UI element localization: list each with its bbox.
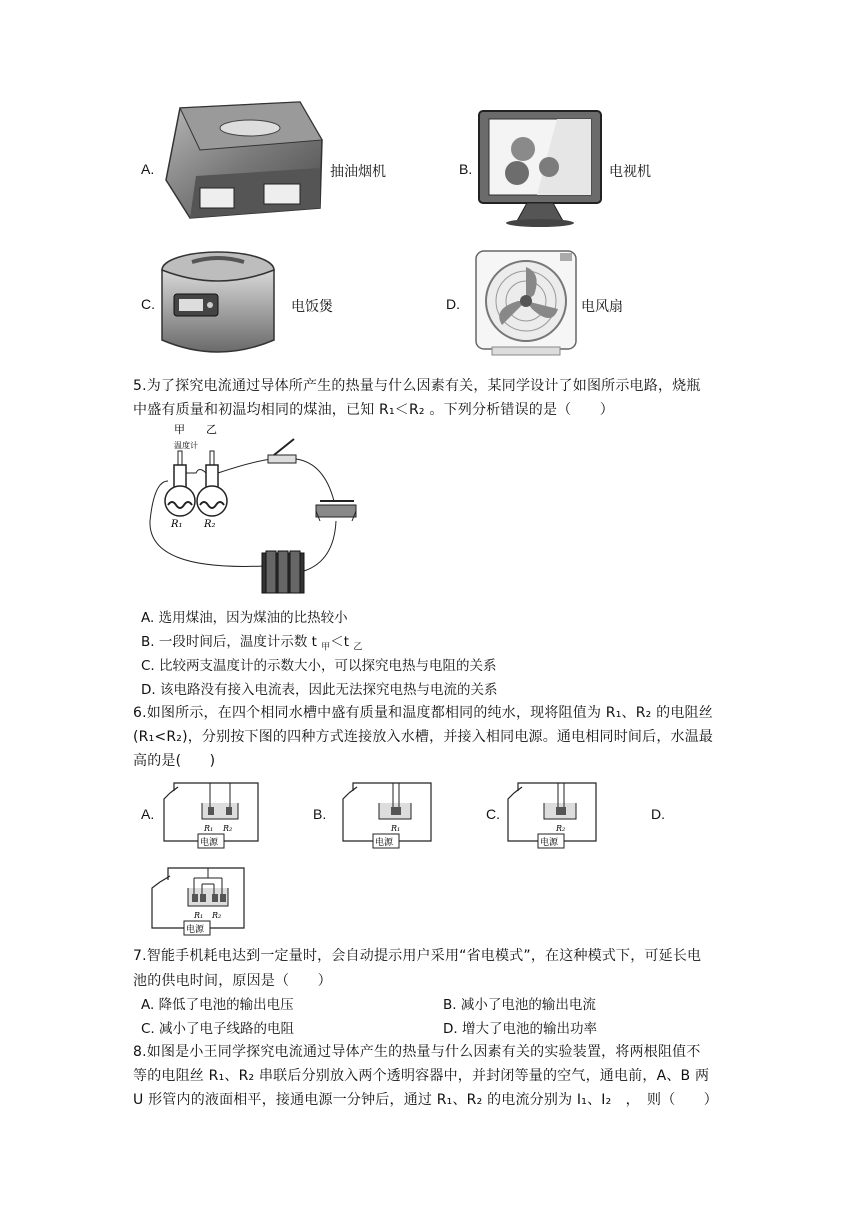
- question-8-text-line1: 8.如图是小王同学探究电流通过导体产生的热量与什么因素有关的实验装置，将两根阻值不: [133, 1044, 701, 1060]
- q6-option-letter-b[interactable]: B.: [313, 806, 327, 822]
- r2-label-a: R₂: [223, 824, 233, 833]
- appliance-name-c: 电饭煲: [291, 299, 333, 315]
- power-label-b: 电源: [375, 838, 394, 848]
- television-icon: [477, 109, 605, 229]
- option-letter-c: C.: [141, 296, 155, 312]
- question-6-text-line3: 高的是( ): [133, 753, 216, 769]
- question-8-text-line2: 等的电阻丝 R₁、R₂ 串联后分别放入两个透明容器中，并封闭等量的空气，通电前，A、B 两: [133, 1068, 710, 1084]
- question-7-option-a[interactable]: A. 降低了电池的输出电压: [141, 997, 294, 1013]
- q6-circuit-d: [148, 864, 252, 940]
- q6-option-letter-c[interactable]: C.: [486, 806, 500, 822]
- question-5-option-c[interactable]: C. 比较两支温度计的示数大小，可以探究电热与电阻的关系: [141, 658, 497, 674]
- range-hood-icon: [160, 100, 325, 220]
- electric-fan-icon: [472, 243, 582, 359]
- appliance-name-b: 电视机: [609, 164, 651, 180]
- appliance-name-a: 抽油烟机: [330, 164, 386, 180]
- r1-label-b: R₁: [391, 824, 401, 833]
- q6-circuit-a: [160, 779, 262, 853]
- question-7-option-b[interactable]: B. 减小了电池的输出电流: [443, 997, 596, 1013]
- r2-label-d: R₂: [212, 911, 222, 920]
- thermometer-label: 温度计: [174, 441, 198, 450]
- r1-label-a: R₁: [204, 824, 214, 833]
- question-7-option-d[interactable]: D. 增大了电池的输出功率: [443, 1021, 597, 1037]
- question-5-text-line2: 中盛有质量和初温均相同的煤油，已知 R₁＜R₂ 。下列分析错误的是（ ）: [133, 402, 614, 418]
- question-5-option-b[interactable]: B. 一段时间后，温度计示数 t $_甲$＜t $_乙$: [141, 634, 363, 653]
- question-8-text-line3: U 形管内的液面相平，接通电源一分钟后，通过 R₁、R₂ 的电流分别为 I₁、I₂ ， 则（ ）: [133, 1092, 719, 1108]
- r1-label-d: R₁: [194, 911, 204, 920]
- q6-circuit-b: [339, 779, 437, 853]
- rice-cooker-icon: [152, 248, 284, 364]
- q5-circuit-diagram: [144, 421, 379, 601]
- question-5-text-line1: 5.为了探究电流通过导体所产生的热量与什么因素有关，某同学设计了如图所示电路，烧瓶: [133, 378, 701, 394]
- appliance-name-d: 电风扇: [581, 299, 623, 315]
- r1-label: R₁: [171, 519, 183, 530]
- power-label-c: 电源: [540, 838, 559, 848]
- power-label-d: 电源: [186, 925, 205, 935]
- r2-label: R₂: [204, 519, 216, 530]
- question-7-text-line1: 7.智能手机耗电达到一定量时，会自动提示用户采用“省电模式”，在这种模式下，可延长电: [133, 948, 702, 964]
- q6-option-letter-a[interactable]: A.: [141, 806, 155, 822]
- option-letter-a: A.: [141, 161, 155, 177]
- question-5-option-a[interactable]: A. 选用煤油，因为煤油的比热较小: [141, 610, 348, 626]
- question-7-option-c[interactable]: C. 减小了电子线路的电阻: [141, 1021, 295, 1037]
- flask-yi-label: 乙: [206, 423, 217, 436]
- q6-option-letter-d[interactable]: D.: [651, 806, 665, 822]
- option-letter-d: D.: [446, 296, 460, 312]
- r2-label-c: R₂: [556, 824, 566, 833]
- power-label-a: 电源: [200, 838, 219, 848]
- flask-jia-label: 甲: [174, 423, 185, 436]
- question-5-option-d[interactable]: D. 该电路没有接入电流表，因此无法探究电热与电流的关系: [141, 682, 498, 698]
- q6-circuit-c: [504, 779, 602, 853]
- question-7-text-line2: 池的供电时间，原因是（ ）: [133, 973, 332, 989]
- question-6-text-line2: (R₁<R₂)，分别按下图的四种方式连接放入水槽，并接入相同电源。通电相同时间后，水温最: [133, 729, 714, 745]
- option-letter-b: B.: [459, 161, 473, 177]
- question-6-text-line1: 6.如图所示，在四个相同水槽中盛有质量和温度都相同的纯水，现将阻值为 R₁、R₂ 的电阻丝: [133, 705, 713, 721]
